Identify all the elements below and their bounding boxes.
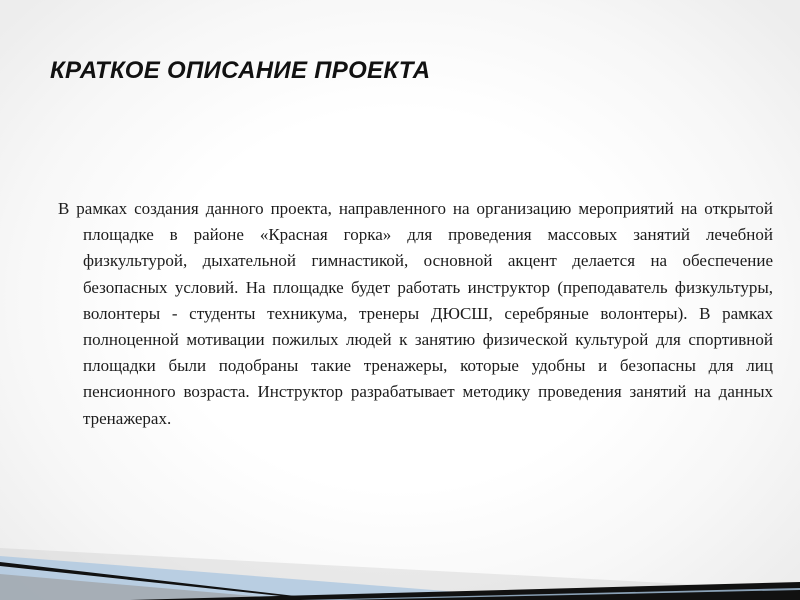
decor-light-line xyxy=(300,588,800,600)
slide-title: КРАТКОЕ ОПИСАНИЕ ПРОЕКТА xyxy=(50,57,431,84)
slide-body-text: В рамках создания данного проекта, направленного на организацию мероприятий на открытой площадке в районе «Красная горка» для проведения массовых занятий лечебной физкультурой, дыхательной гимнастикой, основной акцент делается на обеспечение безопасных условий. На площадке будет работать инструктор (преподаватель физкультуры, волонтеры - студенты техникума, тренеры ДЮСШ, серебряные волонтеры). В рамках полноценной мотивации пожилых людей к занятию физической культурой для спортивной площадки были подобраны такие тренажеры, которые удобны и безопасны для лиц пенсионного возраста. Инструктор разрабатывает методику проведения занятий на данных тренажерах. xyxy=(58,199,773,428)
decor-gray-wedge xyxy=(0,574,300,600)
decor-blue-wedge xyxy=(0,556,560,600)
decor-gray-sweep xyxy=(0,548,800,600)
decor-black-stripe xyxy=(0,562,330,600)
decor-black-swoosh xyxy=(130,582,800,600)
